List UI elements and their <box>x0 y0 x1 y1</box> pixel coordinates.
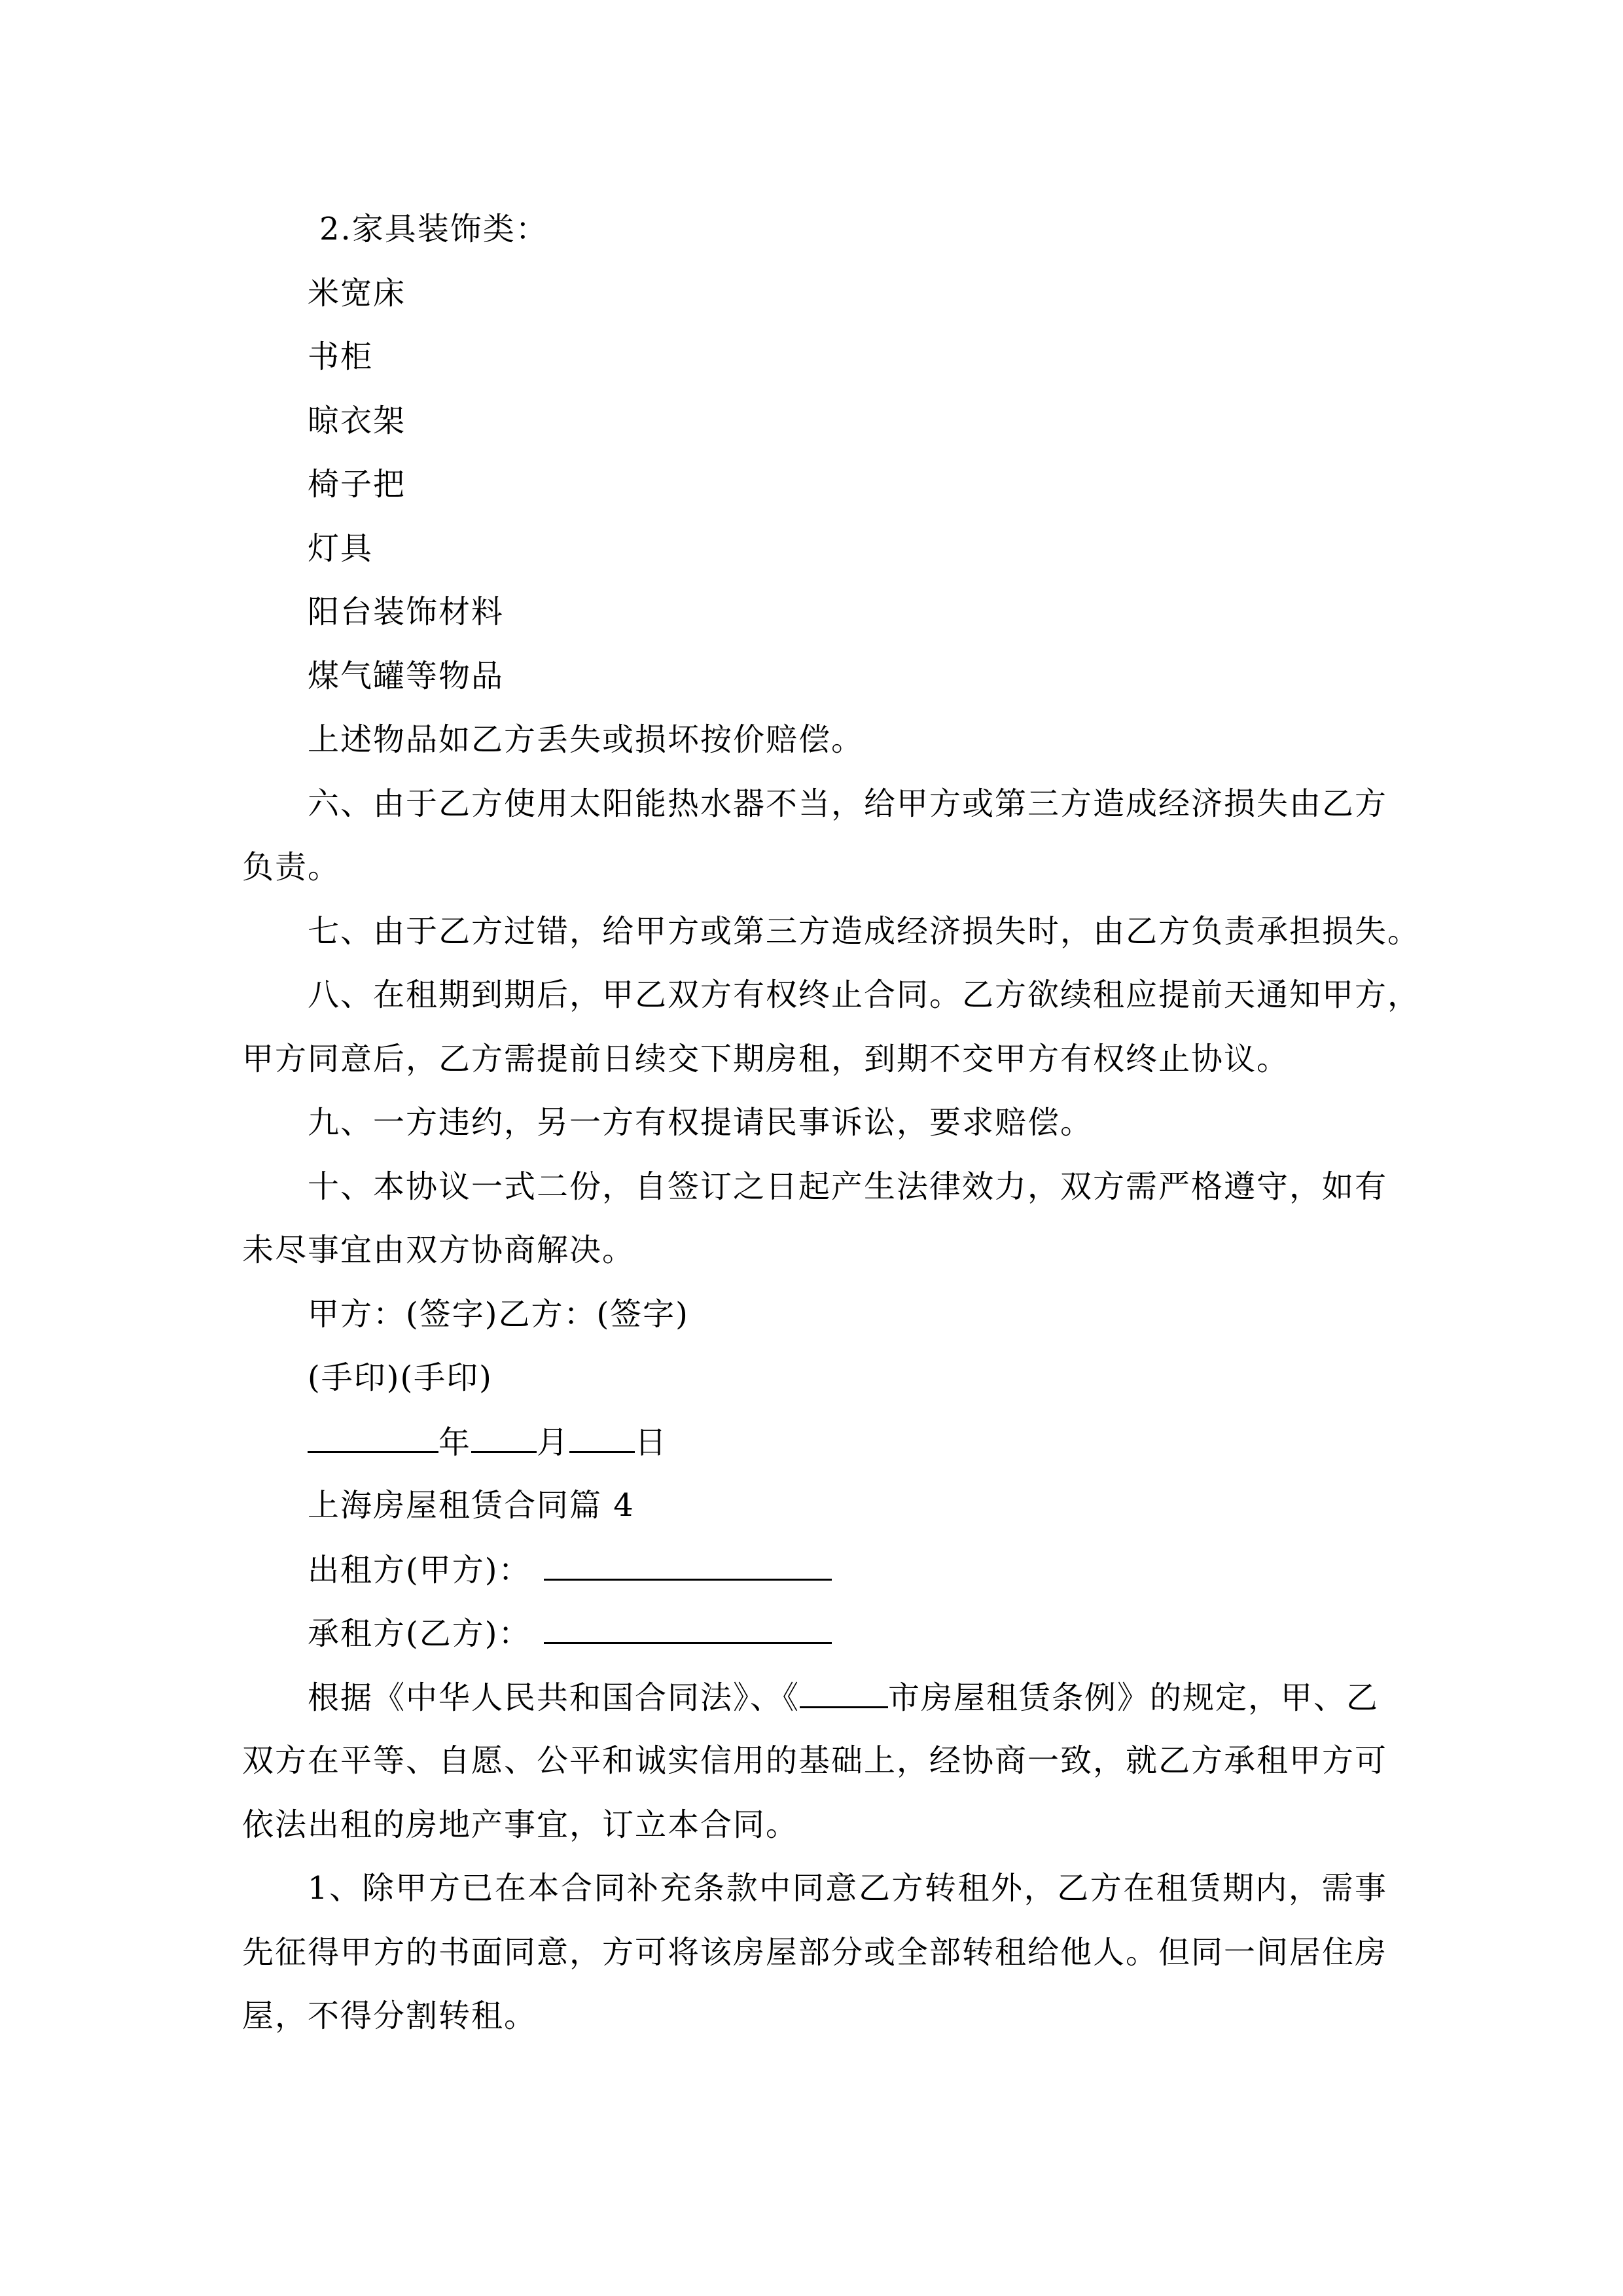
clause-8-line-2: 甲方同意后，乙方需提前日续交下期房租，到期不交甲方有权终止协议。 <box>242 1041 1290 1077</box>
clause-9-line-1: 九、一方违约，另一方有权提请民事诉讼，要求赔偿。 <box>308 1104 1094 1141</box>
article-1-line-1: 1、除甲方已在本合同补充条款中同意乙方转租外，乙方在租赁期内，需事 <box>308 1870 1387 1907</box>
date-month-blank <box>471 1422 537 1453</box>
furniture-item-gas-tank: 煤气罐等物品 <box>308 658 505 694</box>
lessor-line <box>308 1550 832 1589</box>
date-year-blank <box>308 1422 438 1453</box>
clause-6-line-1: 六、由于乙方使用太阳能热水器不当，给甲方或第三方造成经济损失由乙方 <box>308 785 1388 822</box>
date-month-label: 月 <box>537 1424 570 1461</box>
signature-line: 甲方：(签字)乙方：(签字) <box>308 1296 689 1333</box>
date-year-label: 年 <box>438 1424 472 1461</box>
furniture-item-lamps: 灯具 <box>308 530 374 567</box>
intro-line-1-part-a: 根据《中华人民共和国合同法》、《 <box>308 1679 800 1716</box>
contract-4-title: 上海房屋租赁合同篇 4 <box>308 1487 635 1524</box>
intro-line-1-part-b: 市房屋租赁条例》的规定，甲、乙 <box>888 1679 1380 1716</box>
clause-6-line-2: 负责。 <box>242 849 341 886</box>
clause-10-line-1: 十、本协议一式二份，自签订之日起产生法律效力，双方需严格遵守，如有 <box>308 1168 1388 1205</box>
furniture-heading: 2.家具装饰类： <box>319 211 548 247</box>
date-line <box>308 1422 668 1462</box>
date-day-blank <box>569 1422 635 1453</box>
clause-10-line-2: 未尽事宜由双方协商解决。 <box>242 1232 635 1268</box>
furniture-item-balcony-materials: 阳台装饰材料 <box>308 594 505 630</box>
furniture-item-bookcase: 书柜 <box>308 338 374 375</box>
intro-line-1 <box>308 1677 1379 1717</box>
intro-line-3: 依法出租的房地产事宜，订立本合同。 <box>242 1806 799 1843</box>
furniture-item-clothes-rack: 晾衣架 <box>308 403 406 439</box>
city-blank <box>800 1677 888 1708</box>
article-1-line-2: 先征得甲方的书面同意，方可将该房屋部分或全部转租给他人。但同一间居住房 <box>242 1934 1388 1971</box>
clause-7-line-1: 七、由于乙方过错，给甲方或第三方造成经济损失时，由乙方负责承担损失。 <box>308 913 1421 950</box>
lessee-label: 承租方(乙方)： <box>308 1615 531 1652</box>
date-day-label: 日 <box>635 1424 668 1461</box>
lessor-label: 出租方(甲方)： <box>308 1552 531 1588</box>
article-1-line-3: 屋，不得分割转租。 <box>242 1998 537 2034</box>
lessee-line <box>308 1613 832 1653</box>
lessor-blank <box>544 1550 832 1581</box>
clause-8-line-1: 八、在租期到期后，甲乙双方有权终止合同。乙方欲续租应提前天通知甲方， <box>308 977 1421 1013</box>
intro-line-2: 双方在平等、自愿、公平和诚实信用的基础上，经协商一致，就乙方承租甲方可 <box>242 1742 1388 1779</box>
furniture-item-chairs: 椅子把 <box>308 466 406 503</box>
seal-line: (手印)(手印) <box>308 1359 493 1396</box>
lessee-blank <box>544 1613 832 1644</box>
furniture-item-bed: 米宽床 <box>308 275 406 312</box>
compensation-note: 上述物品如乙方丢失或损坏按价赔偿。 <box>308 721 865 758</box>
